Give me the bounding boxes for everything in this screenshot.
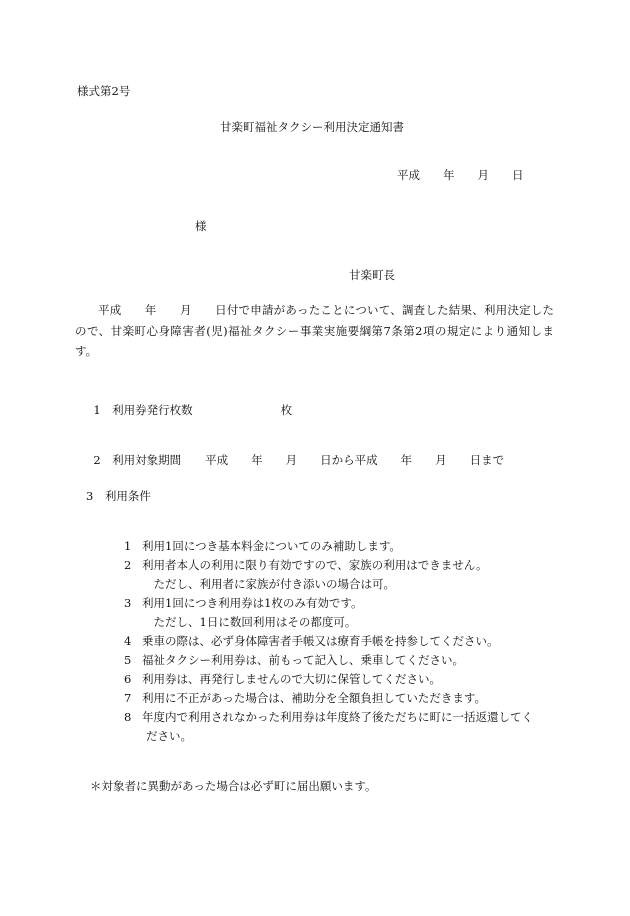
condition-text: 利用1回につき利用券は1枚のみ有効です。 — [142, 596, 363, 610]
item-ticket-count-label: 1 利用券発行枚数 — [93, 402, 193, 417]
condition-item — [124, 655, 464, 667]
sender-name: 甘楽町長 — [349, 268, 395, 282]
condition-text: 利用に不正があった場合は、補助分を全額負担していただきます。 — [142, 691, 486, 705]
condition-item — [124, 712, 533, 724]
condition-number: 3 — [124, 596, 132, 610]
item-usage-period — [86, 443, 504, 466]
condition-text: ださい。 — [146, 729, 192, 743]
condition-text: 乗車の際は、必ず身体障害者手帳又は療育手帳を持参してください。 — [142, 634, 499, 648]
item-usage-conditions-label: 3 利用条件 — [86, 489, 151, 503]
item-ticket-count — [86, 393, 292, 416]
condition-item — [124, 617, 356, 629]
document-title: 甘楽町福祉タクシー利用決定通知書 — [220, 120, 404, 134]
condition-number: 6 — [124, 672, 132, 686]
condition-number: 2 — [124, 558, 132, 572]
condition-item — [124, 560, 487, 572]
condition-item — [124, 636, 499, 648]
footnote: ＊対象者に異動があった場合は必ず町に届出願います。 — [90, 779, 377, 793]
condition-item — [124, 674, 441, 686]
condition-text: 福祉タクシー利用券は、前もって記入し、乗車してください。 — [142, 653, 464, 667]
item-usage-period-value: 平成 年 月 日から平成 年 月 日まで — [205, 452, 505, 467]
condition-text: 利用1回につき基本料金についてのみ補助します。 — [142, 539, 401, 553]
body-paragraph: 平成 年 月 日付で申請があったことについて、調査した結果、利用決定したので、甘楽町心身障害者(児)福祉タクシー事業実施要綱第7条第2項の規定により通知します。 — [75, 303, 554, 358]
condition-item — [124, 598, 362, 610]
item-ticket-count-unit: 枚 — [280, 402, 293, 417]
condition-number: 1 — [124, 539, 132, 553]
condition-item — [128, 731, 192, 743]
form-number: 様式第2号 — [77, 84, 131, 98]
condition-number: 8 — [124, 710, 132, 724]
condition-item — [124, 693, 486, 705]
condition-text: ただし、1日に数回利用はその都度可。 — [142, 615, 357, 629]
condition-number: 5 — [124, 653, 132, 667]
condition-item — [124, 579, 395, 591]
condition-text: ただし、利用者に家族が付き添いの場合は可。 — [142, 577, 395, 591]
condition-text: 利用券は、再発行しませんので大切に保管してください。 — [142, 672, 441, 686]
item-usage-period-label: 2 利用対象期間 — [93, 452, 182, 467]
condition-text: 利用者本人の利用に限り有効ですので、家族の利用はできません。 — [142, 558, 488, 572]
condition-number: 4 — [124, 634, 132, 648]
condition-text: 年度内で利用されなかった利用券は年度終了後ただちに町に一括返還してく — [142, 710, 533, 724]
condition-item — [124, 541, 401, 553]
condition-number: 7 — [124, 691, 132, 705]
addressee-honorific: 様 — [195, 219, 207, 233]
date-line: 平成 年 月 日 — [397, 168, 524, 182]
